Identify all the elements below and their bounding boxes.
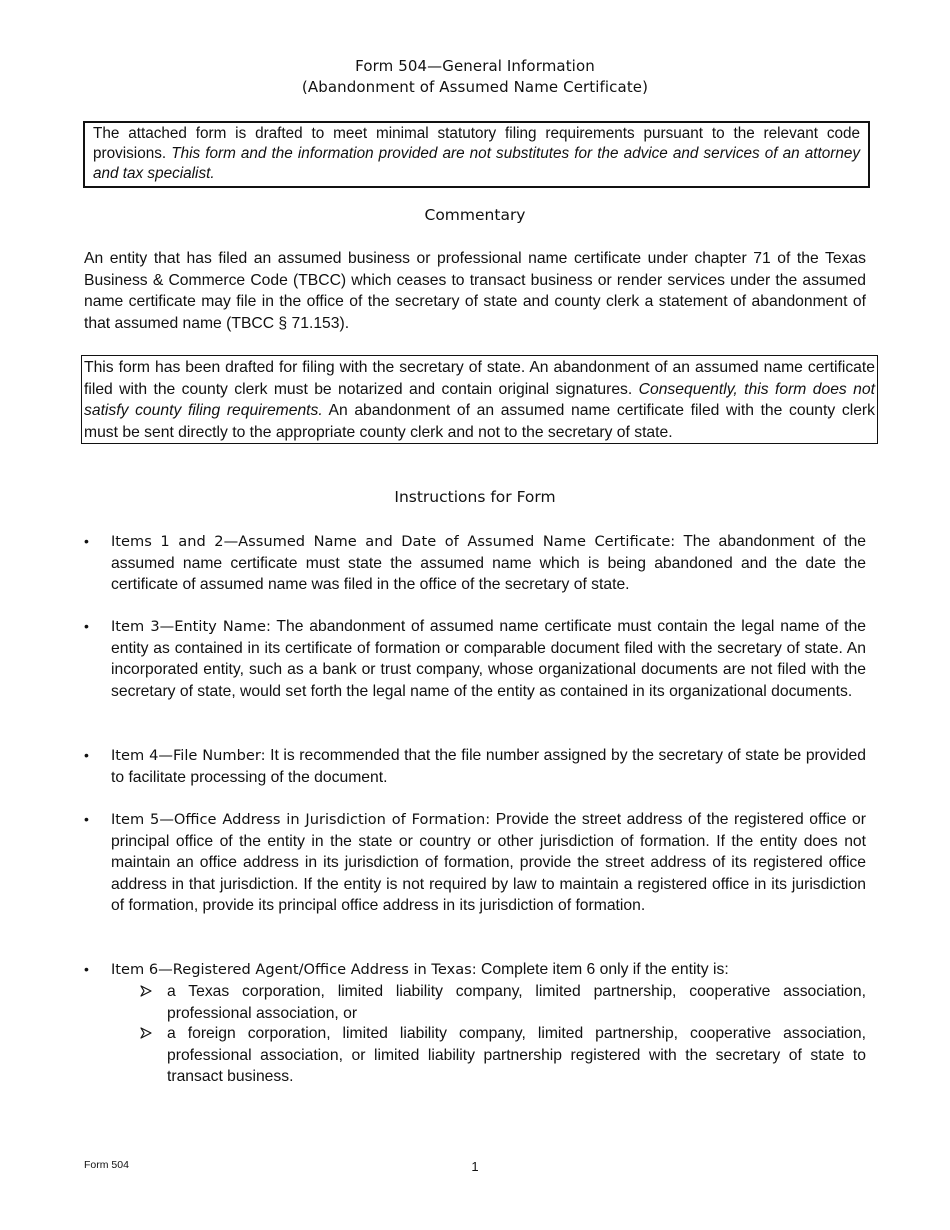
bullet-dot-icon: • bbox=[84, 961, 89, 977]
sub-list-item-text: a Texas corporation, limited liability company, limited partnership, cooperative association, professional association, or bbox=[167, 983, 866, 1022]
instruction-item-text: Complete item 6 only if the entity is: bbox=[476, 961, 729, 978]
instruction-item-text: Provide the street address of the registered office or principal office of the entity in the state or country or other jurisdiction of formation. If the entity does not maintain an office address in its jurisdiction of formation, provide the street address of its registered office address in that jurisdiction. If the entity is not required by law to maintain a registered office in its jurisdiction of formation, provide its principal office address in its jurisdiction of formation. bbox=[111, 811, 866, 914]
arrowhead-icon bbox=[140, 981, 152, 1003]
bullet-dot-icon: • bbox=[84, 533, 89, 549]
county-notice-box bbox=[81, 355, 878, 444]
instructions-heading: Instructions for Form bbox=[394, 488, 556, 506]
instruction-item-text: It is recommended that the file number assigned by the secretary of state be provided to facilitate processing of the document. bbox=[111, 747, 866, 786]
instruction-item-body bbox=[111, 616, 866, 702]
disclaimer-box bbox=[83, 121, 870, 188]
county-notice-italic: Consequently, this form does not satisfy county filing requirements. bbox=[84, 380, 875, 419]
page-number: 1 bbox=[471, 1159, 479, 1174]
instruction-item-text: The abandonment of assumed name certificate must contain the legal name of the entity as contained in its certificate of formation or comparable document filed with the secretary of state. An incorporated entity, such as a bank or trust company, whose organizational documents are not filed with the secretary of state, would set forth the legal name of the entity as contained in its organizational documents. bbox=[111, 618, 866, 700]
instruction-item-body bbox=[111, 531, 866, 596]
county-notice-text-1: This form has been drafted for filing with the secretary of state. An abandonment of an assumed name certificate filed with the county clerk must be notarized and contain original signatures. bbox=[84, 359, 875, 398]
sub-list-item-text: a foreign corporation, limited liability company, limited partnership, cooperative association, professional association, or limited liability partnership registered with the secretary of state to transact business. bbox=[167, 1025, 866, 1085]
arrowhead-icon bbox=[140, 1023, 152, 1045]
commentary-heading: Commentary bbox=[424, 206, 526, 224]
county-notice-text-2: An abandonment of an assumed name certificate filed with the county clerk must be sent directly to the appropriate county clerk and not to the secretary of state. bbox=[84, 402, 875, 441]
footer-form-label: Form 504 bbox=[84, 1159, 129, 1171]
instruction-item-lead: Item 4—File Number: bbox=[111, 747, 266, 764]
instruction-item-body bbox=[111, 809, 866, 917]
commentary-paragraph: An entity that has filed an assumed business or professional name certificate under chapter 71 of the Texas Business & Commerce Code (TBCC) which ceases to transact business or render services under the assumed name certificate may file in the office of the secretary of state and county clerk a statement of abandonment of that assumed name (TBCC § 71.153). bbox=[84, 250, 866, 332]
bullet-dot-icon: • bbox=[84, 618, 89, 634]
instruction-item-lead: Items 1 and 2—Assumed Name and Date of Assumed Name Certificate: bbox=[111, 533, 676, 550]
disclaimer-text: The attached form is drafted to meet minimal statutory filing requirements pursuant to the relevant code provisions. bbox=[93, 125, 860, 162]
form-subtitle: (Abandonment of Assumed Name Certificate) bbox=[301, 78, 649, 96]
instruction-item-body bbox=[111, 959, 866, 981]
bullet-dot-icon: • bbox=[84, 747, 89, 763]
instruction-item-lead: Item 6—Registered Agent/Office Address in Texas: bbox=[111, 961, 477, 978]
arrowhead-icon-svg bbox=[140, 985, 152, 997]
bullet-dot-icon: • bbox=[84, 811, 89, 827]
instruction-item-text: The abandonment of the assumed name certificate must state the assumed name which is being abandoned and the date the certificate of assumed name was filed in the office of the secretary of state. bbox=[111, 533, 866, 593]
form-title: Form 504—General Information bbox=[355, 57, 595, 75]
instruction-item-lead: Item 5—Office Address in Jurisdiction of Formation: bbox=[111, 811, 491, 828]
instruction-item-lead: Item 3—Entity Name: bbox=[111, 618, 271, 635]
arrowhead-icon-svg bbox=[140, 1027, 152, 1039]
disclaimer-italic-text: This form and the information provided are not substitutes for the advice and services of an attorney and tax specialist. bbox=[93, 145, 860, 182]
instruction-item-body bbox=[111, 745, 866, 788]
